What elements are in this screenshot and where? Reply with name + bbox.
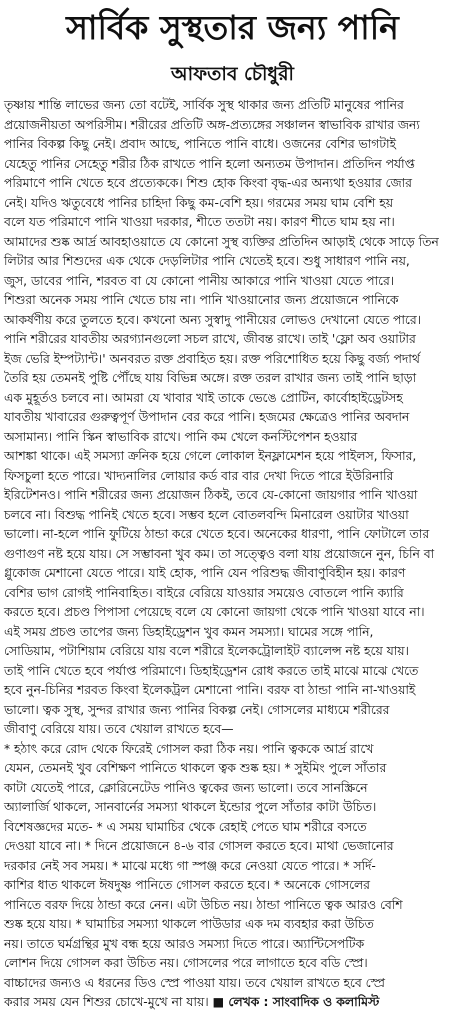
body-line: অসামান্য। পানি স্কিন স্বাভাবিক রাখে। পানি কম খেলে কনস্টিপেশন হওয়ার: [4, 429, 358, 444]
body-line: দেওয়া যাবে না। * দিনে প্রয়োজনে ৪-৬ বার গোসল করতে হবে। মাথা ভেজানোর: [4, 839, 394, 853]
body-line: বাচ্চাদের জন্যও এ ধরনের ডিও স্প্রে পাওয়া যায়। তবে খেয়াল রাখতে হবে স্প্রে: [4, 975, 385, 990]
body-line: হবে নুন-চিনির শরবত কিংবা ইলেকট্রল মেশানো পানি। বরফ বা ঠান্ডা পানি না-খাওয়াই: [4, 683, 416, 697]
body-line: ভালো। না-হলে পানি ফুটিয়ে ঠান্ডা করে খেতে হবে। অনেকের ধারণা, পানি ফোটালে তার: [4, 527, 430, 541]
body-line: আকর্ষণীয় করে তুলতে হবে। কখনো অন্য সুস্বাদু পানীয়ের লোভও দেখানো যেতে পারে।: [4, 312, 421, 327]
body-line: জুস, ডাবের পানি, শরবত বা যে কোনো পানীয় আকারে পানি খাওয়া যেতে পারে।: [4, 273, 395, 288]
body-line: বলে যত পরিমাণে পানি খাওয়া দরকার, শীতে ততটা নয়। কারণ শীতে ঘাম হয় না।: [4, 215, 395, 229]
body-line: * হঠাৎ করে রোদ থেকে ফিরেই গোসল করা ঠিক নয়। পানি ত্বককে আর্দ্র রাখে: [4, 741, 374, 756]
body-line-final: [4, 993, 462, 1013]
body-line: কাটা যেতেই পারে, ক্লোরিনেটেড পানিও ত্বকের জন্য ভালো। তবে সানস্ক্রিনে: [4, 780, 368, 795]
body-line: ভালো। ত্বক সুস্থ, সুন্দর রাখার জন্য পানির বিকল্প নেই। গোসলের মাধ্যমে শরীরের: [4, 702, 390, 717]
body-line: আশঙ্কা থাকে। এই সমস্যা ক্রনিক হয়ে গেলে লোকাল ইনফ্লামেশন হয়ে পাইলস, ফিসার,: [4, 449, 417, 463]
body-line: পানি শরীরের যাবতীয় অরগ্যানগুলো সচল রাখে, জীবন্ত রাখে। তাই 'ফ্লো অব ওয়াটার: [4, 332, 416, 346]
body-line: ফিসচুলা হতে পারে। খাদ্যনালির লোয়ার কর্ড বার বার দেখা দিতে পারে ইউরিনারি: [4, 468, 394, 483]
body-line: সোডিয়াম, পটাশিয়াম বেরিয়ে যায় বলে শরীরে ইলেকট্রোলাইট ব্যালেন্স নষ্ট হয়ে যায়।: [4, 644, 409, 658]
body-line: জীবাণু বেরিয়ে যায়। তবে খেয়াল রাখতে হবে—: [4, 722, 234, 736]
body-line: চলবে না। বিশুদ্ধ পানিই খেতে হবে। সম্ভব হলে বোতলবন্দি মিনারেল ওয়াটার খাওয়া: [4, 507, 409, 522]
body-line: শিশুরা অনেক সময় পানি খেতে চায় না। পানি খাওয়ানোর জন্য প্রয়োজনে পানিকে: [4, 293, 399, 307]
article-body: [4, 96, 462, 1013]
body-line: নয়। তাতে ঘর্মগ্রন্থির মুখ বন্ধ হয়ে আরও সমস্যা দিতে পারে। অ্যান্টিসেপটিক: [4, 936, 365, 951]
body-line: নেই। যদিও ঋতুবেধে পানির চাহিদা কিছু কম-বেশি হয়। গরমের সময় ঘাম বেশি হয়: [4, 195, 393, 210]
body-line: অ্যালার্জি থাকলে, সানবার্নের সমস্যা থাকলে ইন্ডোর পুলে সাঁতার কাটা উচিত।: [4, 800, 377, 814]
article-headline: সার্বিক সুস্থতার জন্য পানি: [66, 8, 399, 47]
body-line: বেশির ভাগ রোগই পানিবাহিত। বাইরে বেরিয়ে যাওয়ার সময়েও বোতলে পানি ক্যারি: [4, 585, 404, 600]
body-line: প্রয়োজনীয়তা অপরিসীম। শরীরের প্রতিটি অঙ্গ-প্রত্যঙ্গের সঞ্চালন স্বাভাবিক রাখার জন্য: [4, 117, 420, 132]
body-line: যেমন, তেমনই খুব বেশিক্ষণ পানিতে থাকলে ত্বক শুষ্ক হয়। * সুইমিং পুলে সাঁতার: [4, 761, 387, 775]
body-line: শুষ্ক হয়ে যায়। * ঘামাচির সমস্যা থাকলে পাউডার এক দম ব্যবহার করা উচিত: [4, 917, 374, 931]
body-line: তৈরি হয় তেমনই পুষ্টি পৌঁছে যায় বিভিন্ন অঙ্গে। রক্ত তরল রাখার জন্য তাই পানি ছাড়া: [4, 371, 417, 385]
body-line: পানিতে বরফ দিয়ে ঠান্ডা করে নেন। এটা উচিত নয়। ঠান্ডা পানিতে ত্বক আরও বেশি: [4, 897, 403, 912]
body-line: আমাদের শুষ্ক আর্দ্র আবহাওয়াতে যে কোনো সুস্থ ব্যক্তির প্রতিদিন আড়াই থেকে সাড়ে তিন: [4, 234, 439, 249]
body-line: ইরিটেশনও। পানি শরীরের জন্য প্রয়োজন ঠিকই, তবে যে-কোনো জায়গার পানি খাওয়া: [4, 488, 418, 502]
body-line: পানির বিকল্প কিছু নেই। প্রবাদ আছে, পানিতে পানি বাধে। ওজনের বেশির ভাগটাই: [4, 137, 396, 151]
body-line: যেহেতু পানির সেহেতু শরীর ঠিক রাখতে পানি হলো অন্যতম উপাদান। প্রতিদিন পর্যাপ্ত: [4, 156, 415, 171]
body-line: এক মুহূর্তও চলবে না। আমরা যে খাবার খাই তাকে ভেঙে প্রোটিন, কার্বোহাইড্রেটসহ: [4, 390, 403, 405]
body-line-final-text: করার সময় যেন শিশুর চোখে-মুখে না যায়।: [4, 995, 209, 1009]
body-line: লিটার আর শিশুদের এক থেকে দেড়লিটার পানি খেতেই হবে। শুধু সাধারণ পানি নয়,: [4, 254, 410, 268]
body-line: কাশির ধাত থাকলে ঈষদুষ্ণ পানিতে গোসল করতে হবে। * অনেকে গোসলের: [4, 878, 370, 892]
body-line: পরিমাণে পানি খেতে হবে প্রত্যেককে। শিশু হোক কিংবা বৃদ্ধ-এর অন্যথা হওয়ার জোর: [4, 176, 412, 190]
body-line: করতে হবে। প্রচণ্ড পিপাসা পেয়েছে বলে যে কোনো জায়গা থেকে পানি খাওয়া যাবে না।: [4, 605, 425, 619]
body-line: তাই পানি খেতে হবে পর্যাপ্ত পরিমাণে। ডিহাইড্রেশন রোধ করতে তাই মাঝে মাঝে খেতে: [4, 663, 419, 678]
body-line: গ্লুকোজ মেশানো যেতে পারে। যাই হোক, পানি যেন পরিশুদ্ধ জীবাণুবিহীন হয়। কারণ: [4, 566, 406, 580]
body-line: বিশেষজ্ঞদের মতে- * এ সময় ঘামাচির থেকে রেহাই পেতে ঘাম শরীরে বসতে: [4, 819, 367, 834]
body-line: তৃষ্ণায় শান্তি লাভের জন্য তো বটেই, সার্বিক সুস্থ থাকার জন্য প্রতিটি মানুষের পানির: [4, 98, 404, 112]
body-line: দরকার নেই সব সময়। * মাঝে মধ্যে গা স্পঞ্জ করে নেওয়া যেতে পারে। * সর্দি-: [4, 858, 376, 873]
body-line: এই সময় প্রচণ্ড তাপের জন্য ডিহাইড্রেশন খুব কমন সমস্যা। ঘামের সঙ্গে পানি,: [4, 624, 374, 639]
body-line: লোশন দিয়ে গোসল করা উচিত নয়। গোসলের পরে লাগাতে হবে বডি স্প্রে।: [4, 956, 368, 970]
body-line: গুণাগুণ নষ্ট হয়ে যায়। সে সম্ভাবনা খুব কম। তা সত্ত্বেও বলা যায় প্রয়োজনে নুন, চিনি বা: [4, 546, 435, 561]
body-line: ইজ ভেরি ইম্পট্যান্ট।' অনবরত রক্ত প্রবাহিত হয়। রক্ত পরিশোধিত হয়ে কিছু বর্জ্য পদার্থ: [4, 351, 420, 366]
body-line: যাবতীয় খাবারের গুরুত্বপূর্ণ উপাদান বের করে পানি। হজমের ক্ষেত্রেও পানির অবদান: [4, 410, 410, 424]
author-credit: ■ লেখক : সাংবাদিক ও কলামিস্ট: [212, 995, 380, 1009]
article-byline: আফতাব চৌধুরী: [171, 63, 294, 85]
